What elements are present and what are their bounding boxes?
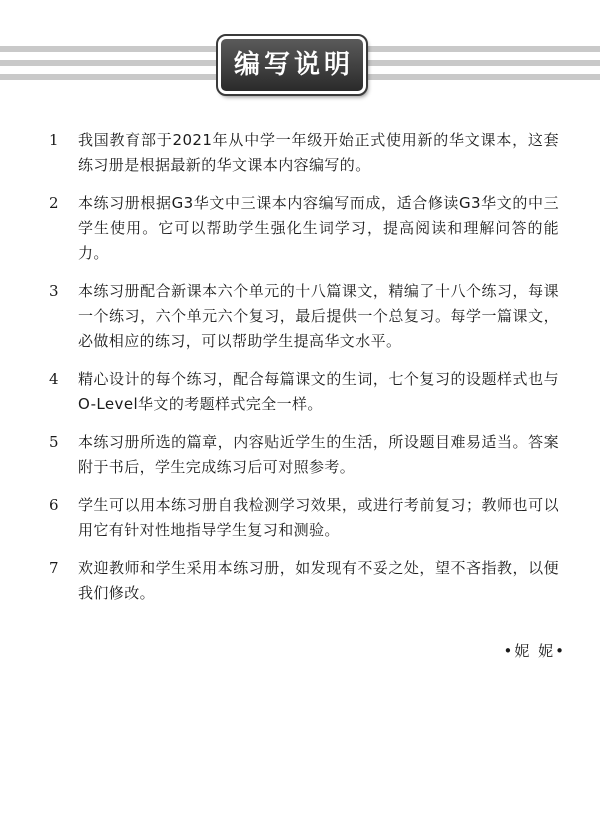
item-number: 3: [49, 282, 59, 300]
list-item: [49, 279, 559, 354]
list-item: [49, 128, 559, 178]
item-number: 5: [49, 433, 59, 451]
list-item: [49, 493, 559, 543]
list-item: [49, 191, 559, 266]
page-title: 编写说明: [233, 50, 354, 80]
list-item: [49, 367, 559, 417]
item-text: 精心设计的每个练习，配合每篇课文的生词，七个复习的设题样式也与O-Level华文的考题样式完全一样。: [78, 370, 559, 413]
item-number: 2: [49, 194, 59, 212]
item-text: 本练习册所选的篇章，内容贴近学生的生活，所设题目难易适当。答案附于书后，学生完成练习后可对照参考。: [78, 433, 559, 476]
item-number: 4: [49, 370, 59, 388]
item-text: 本练习册根据G3华文中三课本内容编写而成，适合修读G3华文的中三学生使用。它可以帮助学生强化生词学习，提高阅读和理解问答的能力。: [78, 194, 559, 262]
title-box: [218, 36, 366, 94]
item-number: 1: [49, 131, 59, 149]
item-text: 欢迎教师和学生采用本练习册，如发现有不妥之处，望不吝指教，以便我们修改。: [78, 559, 559, 602]
item-number: 7: [49, 559, 59, 577]
instruction-list: [49, 128, 559, 619]
item-number: 6: [49, 496, 59, 514]
author-signature: •妮 妮•: [503, 642, 566, 660]
list-item: [49, 430, 559, 480]
item-text: 学生可以用本练习册自我检测学习效果，或进行考前复习；教师也可以用它有针对性地指导学生复习和测验。: [78, 496, 559, 539]
list-item: [49, 556, 559, 606]
item-text: 我国教育部于2021年从中学一年级开始正式使用新的华文课本，这套练习册是根据最新的华文课本内容编写的。: [78, 131, 559, 174]
item-text: 本练习册配合新课本六个单元的十八篇课文，精编了十八个练习，每课一个练习，六个单元六个复习，最后提供一个总复习。每学一篇课文，必做相应的练习，可以帮助学生提高华文水平。: [78, 282, 559, 350]
